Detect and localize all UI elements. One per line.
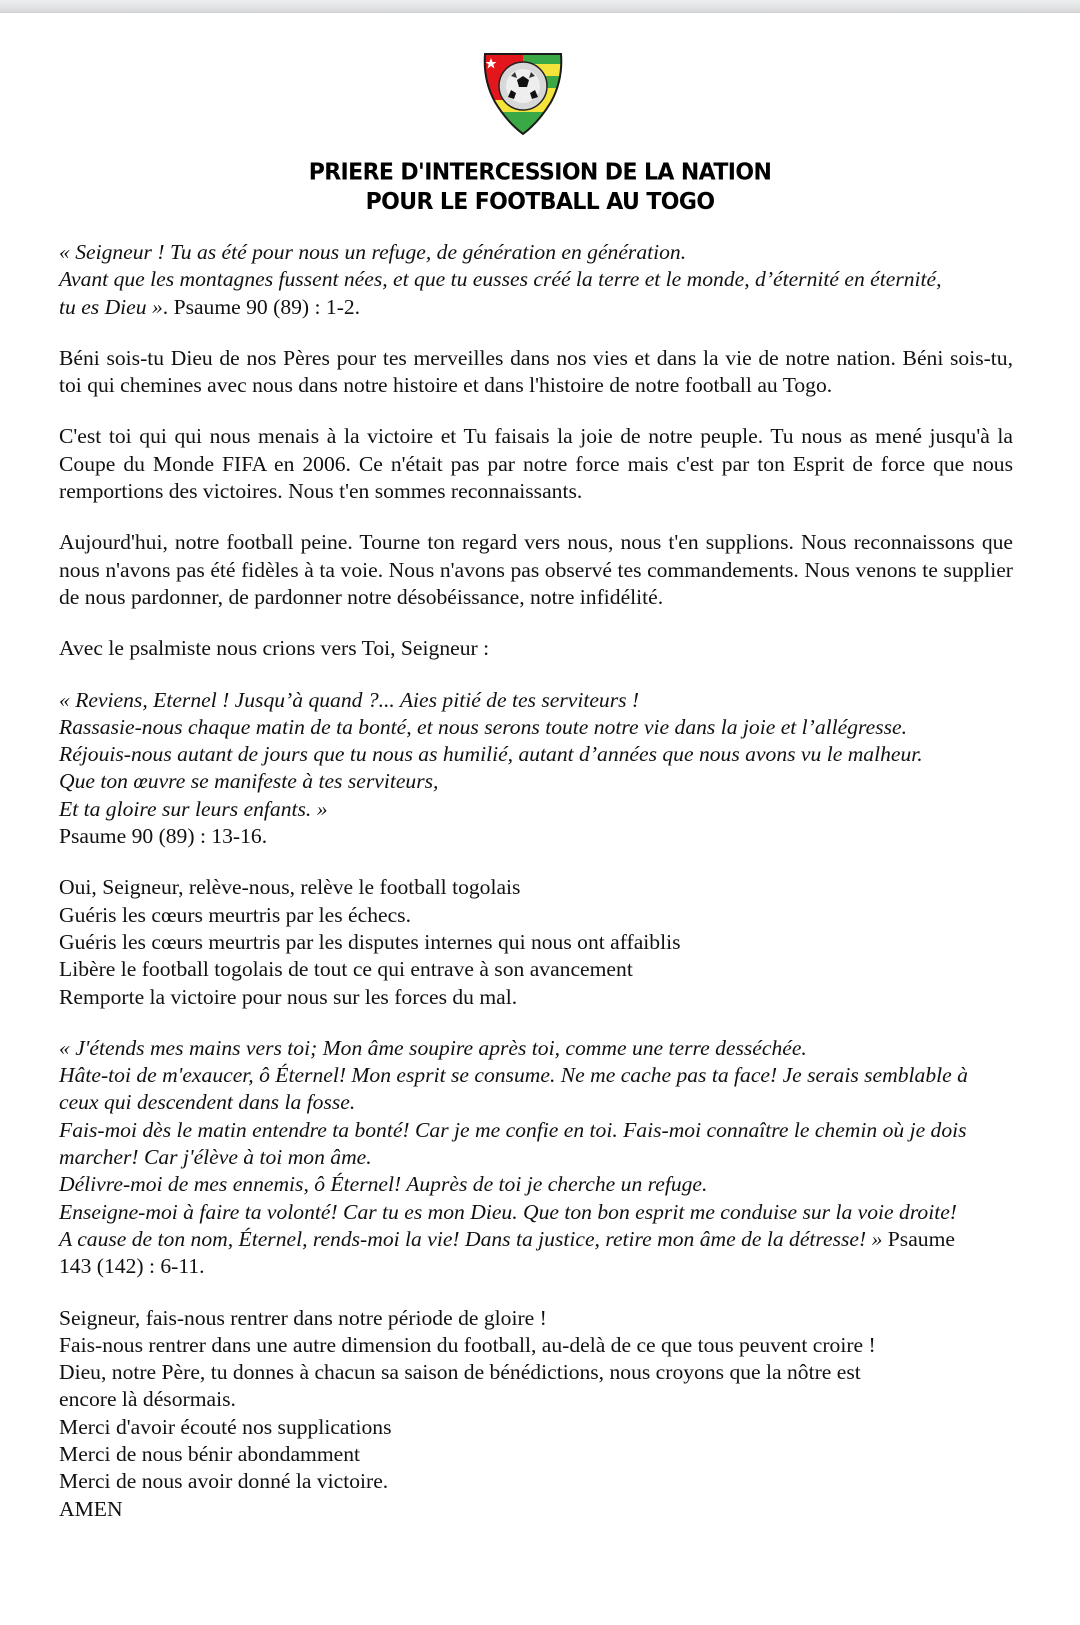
paragraph-psalmist-intro: Avec le psalmiste nous crions vers Toi, Seigneur : (59, 636, 490, 661)
paragraph-blessing: Béni sois-tu Dieu de nos Pères pour tes merveilles dans nos vies et dans la vie de notre nation. Béni sois-tu, toi qui chemines avec nous dans notre histoire et dans l'histoire de notre football au Togo. (59, 345, 1013, 398)
petition-line: Remporte la victoire pour nous sur les forces du mal. (59, 984, 518, 1009)
closing-line: Merci d'avoir écouté nos supplications (59, 1414, 392, 1439)
togo-football-federation-logo (481, 50, 565, 136)
petition-list (59, 874, 1013, 1010)
psalm-90-quote (59, 687, 1013, 851)
quote-line (59, 1226, 1013, 1253)
petition-line: Libère le football togolais de tout ce qui entrave à son avancement (59, 957, 633, 982)
quote-line: Rassasie-nous chaque matin de ta bonté, et nous serons toute notre vie dans la joie et l’allégresse. (59, 714, 908, 739)
quote-line: Hâte-toi de m'exaucer, ô Éternel! Mon esprit se consume. Ne me cache pas ta face! Je serais semblable à (59, 1063, 968, 1088)
quote-line: Réjouis-nous autant de jours que tu nous as humilié, autant d’années que nous avons vu le malheur. (59, 742, 923, 767)
quote-line: Délivre-moi de mes ennemis, ô Éternel! Auprès de toi je cherche un refuge. (59, 1172, 708, 1197)
quote-line: « Seigneur ! Tu as été pour nous un refuge, de génération en génération. (59, 240, 687, 264)
viewer-top-bar (0, 0, 1080, 13)
amen: AMEN (59, 1496, 123, 1521)
title-line-1: PRIERE D'INTERCESSION DE LA NATION (308, 159, 772, 186)
paragraph-repentance: Aujourd'hui, notre football peine. Tourne ton regard vers nous, nous t'en supplions. Nous reconnaissons que nous n'avons pas été fidèles à ta voie. Nous n'avons pas observé tes commandements. Nous venons te supplier de nous pardonner, de pardonner notre désobéissance, notre infidélité. (59, 530, 1013, 609)
quote-line: marcher! Car j'élève à toi mon âme. (59, 1145, 372, 1170)
document-title (0, 159, 1080, 218)
closing-line: Dieu, notre Père, tu donnes à chacun sa saison de bénédictions, nous croyons que la nôtre est (59, 1360, 861, 1385)
closing-line: encore là désormais. (59, 1387, 236, 1412)
psalm-143-quote (59, 1035, 1013, 1281)
prayer-body (59, 239, 1013, 1547)
quote-line: Et ta gloire sur leurs enfants. » (59, 796, 328, 821)
psalm-reference-inline: Psaume (882, 1226, 955, 1251)
closing-prayer (59, 1305, 1013, 1523)
quote-line: Enseigne-moi à faire ta volonté! Car tu es mon Dieu. Que ton bon esprit me conduise sur la voie droite! (59, 1199, 957, 1224)
quote-end: A cause de ton nom, Éternel, rends-moi la vie! Dans ta justice, retire mon âme de la détresse! » (59, 1226, 883, 1251)
closing-line: Fais-nous rentrer dans une autre dimension du football, au-delà de ce que tous peuvent croire ! (59, 1332, 876, 1357)
psalm-reference: Psaume 90 (89) : 13-16. (59, 824, 268, 849)
closing-line: Merci de nous bénir abondamment (59, 1441, 361, 1466)
quote-line: Avant que les montagnes fussent nées, et que tu eusses créé la terre et le monde, d’éternité en éternité, (59, 267, 942, 292)
psalm-reference: . Psaume 90 (89) : 1-2. (162, 294, 361, 319)
psalm-90-opening-quote (59, 239, 1013, 321)
psalm-reference: 143 (142) : 6-11. (59, 1254, 205, 1279)
quote-line: « Reviens, Eternel ! Jusqu’à quand ?... Aies pitié de tes serviteurs ! (59, 687, 640, 712)
petition-line: Guéris les cœurs meurtris par les disputes internes qui nous ont affaiblis (59, 929, 681, 954)
paragraph-victory: C'est toi qui qui nous menais à la victoire et Tu faisais la joie de notre peuple. Tu nous as mené jusqu'à la Coupe du Monde FIFA en 2006. Ce n'était pas par notre force mais c'est par ton Esprit de force que nous remportions des victoires. Nous t'en sommes reconnaissants. (59, 424, 1013, 504)
quote-line: Fais-moi dès le matin entendre ta bonté! Car je me confie en toi. Fais-moi connaître le chemin où je dois (59, 1117, 967, 1142)
quote-line: Que ton œuvre se manifeste à tes serviteurs, (59, 769, 439, 794)
closing-line: Merci de nous avoir donné la victoire. (59, 1469, 389, 1494)
quote-end: tu es Dieu » (59, 294, 163, 319)
petition-line: Oui, Seigneur, relève-nous, relève le football togolais (59, 875, 521, 900)
petition-line: Guéris les cœurs meurtris par les échecs. (59, 902, 411, 927)
quote-line: ceux qui descendent dans la fosse. (59, 1090, 356, 1115)
quote-line: « J'étends mes mains vers toi; Mon âme soupire après toi, comme une terre desséchée. (59, 1035, 807, 1060)
title-line-2: POUR LE FOOTBALL AU TOGO (365, 189, 715, 216)
closing-line: Seigneur, fais-nous rentrer dans notre période de gloire ! (59, 1305, 547, 1330)
quote-line (59, 294, 1013, 321)
